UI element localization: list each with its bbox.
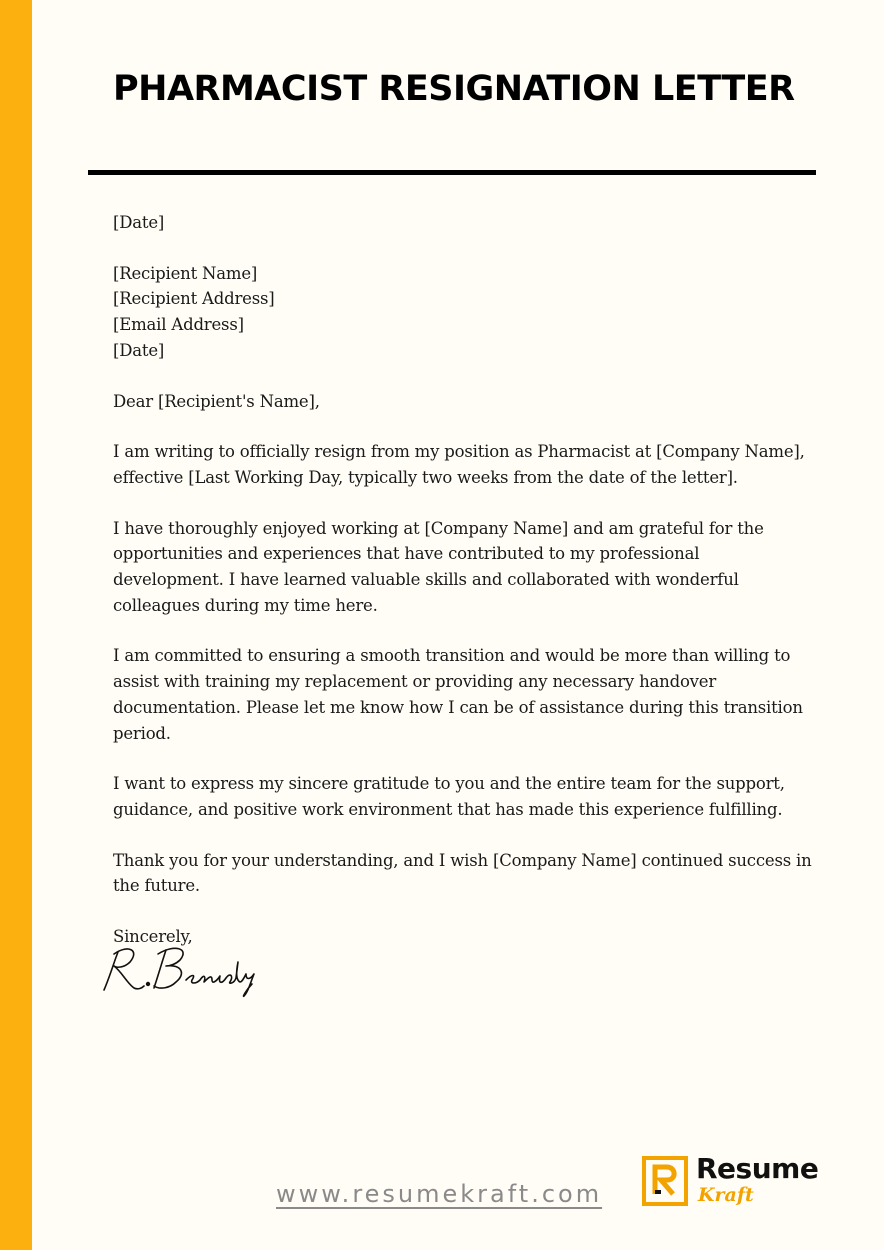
recipient-name: [Recipient Name] [113,263,258,283]
page-title: PHARMACIST RESIGNATION LETTER [113,69,795,109]
paragraph: I have thoroughly enjoyed working at [Company Name] and am grateful for the opportunities and experiences that have contributed to my professional development. I have learned valuable skills and collaborated with wonderful colleagues during my time here. [113,518,764,615]
paragraph: I am committed to ensuring a smooth transition and would be more than willing to assist with training my replacement or providing any necessary handover documentation. Please let me know how I can be of assistance during this transition period. [113,646,803,743]
recipient-block [113,261,813,364]
closing: Sincerely, [113,927,193,947]
resumekraft-logo [642,1154,832,1210]
letter-date: [Date] [113,213,165,232]
logo-r-icon [642,1156,688,1206]
paragraph: I am writing to officially resign from my position as Pharmacist at [Company Name], effective [Last Working Day, typically two weeks from the date of the letter]. [113,442,805,487]
title-divider [88,170,816,175]
salutation: Dear [Recipient's Name], [113,391,320,411]
website-link[interactable]: www.resumekraft.com [276,1180,603,1208]
paragraph: I want to express my sincere gratitude to you and the entire team for the support, guidance, and positive work environment that has made this experience fulfilling. [113,774,785,819]
accent-side-bar [0,0,32,1250]
recipient-address: [Recipient Address] [113,289,275,309]
logo-word: Resume [696,1152,819,1185]
letter-body [113,210,813,950]
handwritten-signature [100,940,270,1005]
logo-subword: Kraft [698,1184,754,1206]
recipient-date: [Date] [113,340,165,360]
paragraph: Thank you for your understanding, and I wish [Company Name] continued success in the future. [113,850,812,896]
recipient-email: [Email Address] [113,315,244,335]
